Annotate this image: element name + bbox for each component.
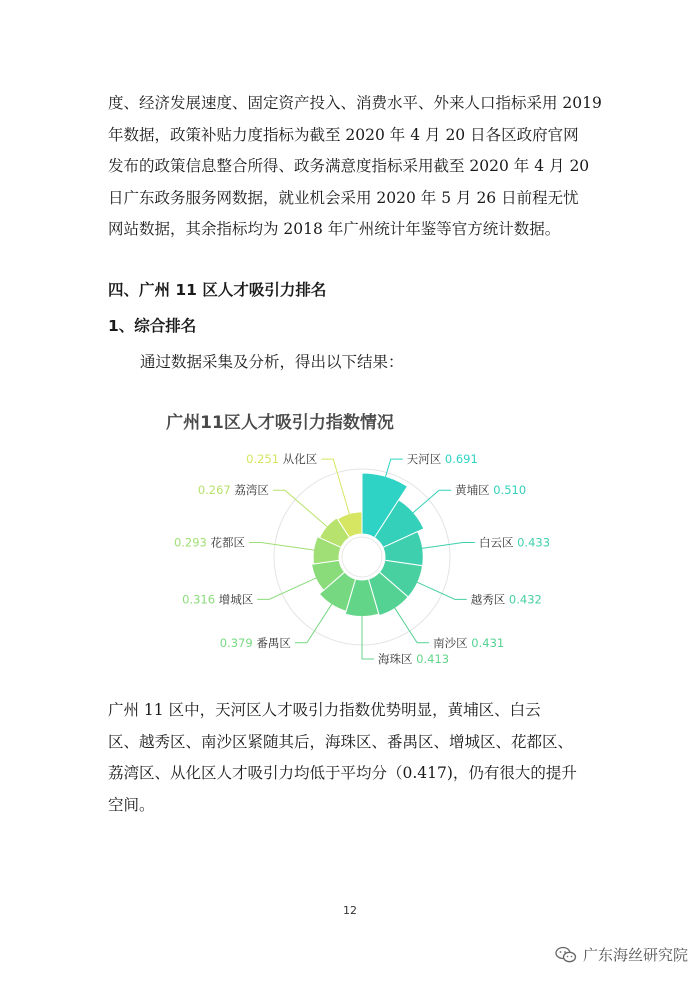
slice-name: 白云区 <box>478 535 514 550</box>
slice-value: 0.251 <box>246 452 283 467</box>
paragraph-line: 年数据，政策补贴力度指标为截至 2020 年 4 月 20 日各区政府官网 <box>108 125 579 144</box>
label-leader-line <box>257 576 321 600</box>
conclusion-paragraph <box>108 695 593 821</box>
slice-value: 0.316 <box>182 592 219 607</box>
slice-label <box>174 535 245 549</box>
slice-label <box>433 636 504 650</box>
subsection-heading: 1、综合排名 <box>108 317 197 335</box>
slice-name: 天河区 <box>406 452 442 467</box>
label-leader-line <box>273 490 331 530</box>
slice-name: 越秀区 <box>470 592 506 607</box>
slice-name: 黄埔区 <box>455 483 490 498</box>
data-source-paragraph <box>108 88 602 246</box>
watermark-text: 广东海丝研究院 <box>582 946 688 964</box>
slice-value: 0.267 <box>197 483 235 498</box>
slice-label <box>246 452 317 466</box>
slice-name: 荔湾区 <box>234 483 269 498</box>
slice-name: 海珠区 <box>378 652 413 666</box>
slice-value: 0.431 <box>467 635 505 650</box>
slice-label <box>220 636 291 650</box>
watermark <box>555 944 688 965</box>
slice-label <box>407 452 478 466</box>
label-leader-line <box>321 459 351 519</box>
slice-label <box>378 652 449 666</box>
label-leader-line <box>409 490 451 516</box>
wechat-icon <box>555 946 577 964</box>
chart-title: 广州11区人才吸引力指数情况 <box>166 413 394 433</box>
slice-value: 0.433 <box>513 535 551 550</box>
slice-name: 南沙区 <box>433 635 468 650</box>
slice-value: 0.379 <box>219 635 257 650</box>
slice-value: 0.691 <box>441 452 478 467</box>
slice-value: 0.413 <box>412 652 450 666</box>
paragraph-line: 区、越秀区、南沙区紧随其后，海珠区、番禺区、增城区、花都区、 <box>108 732 574 751</box>
paragraph-line: 空间。 <box>108 795 155 814</box>
slice-value: 0.293 <box>173 535 211 550</box>
slice-label <box>471 592 542 606</box>
paragraph-line: 荔湾区、从化区人才吸引力均低于平均分（0.417)，仍有很大的提升 <box>108 764 577 782</box>
slice-name: 增城区 <box>218 592 254 607</box>
slice-label <box>455 483 526 497</box>
rose-chart <box>150 440 570 670</box>
intro-text: 通过数据采集及分析，得出以下结果： <box>140 353 404 371</box>
paragraph-line: 广州 11 区中，天河区人才吸引力指数优势明显，黄埔区、白云 <box>108 701 541 719</box>
paragraph-line: 网站数据，其余指标均为 2018 年广州统计年鉴等官方统计数据。 <box>108 220 561 238</box>
slice-label <box>479 535 550 549</box>
page-number: 12 <box>343 904 357 917</box>
center-hole <box>342 537 382 577</box>
slice-value: 0.510 <box>489 483 527 498</box>
paragraph-line: 度、经济发展速度、固定资产投入、消费水平、外来人口指标采用 2019 <box>108 94 602 112</box>
slice-name: 番禺区 <box>256 635 291 650</box>
paragraph-line: 日广东政务服务网数据，就业机会采用 2020 年 5 月 26 日前程无忧 <box>108 188 579 207</box>
section-heading: 四、广州 11 区人才吸引力排名 <box>108 281 327 299</box>
label-leader-line <box>412 580 467 599</box>
label-leader-line <box>417 542 475 549</box>
slice-label <box>198 483 269 497</box>
slice-label <box>182 592 253 606</box>
slice-name: 花都区 <box>210 535 246 550</box>
paragraph-line: 发布的政策信息整合所得、政务满意度指标采用截至 2020 年 4 月 20 <box>108 157 590 175</box>
slice-value: 0.432 <box>505 592 542 607</box>
slice-name: 从化区 <box>282 452 318 467</box>
label-leader-line <box>362 610 374 659</box>
label-leader-line <box>392 603 429 642</box>
label-leader-line <box>249 542 320 550</box>
label-leader-line <box>295 599 335 642</box>
